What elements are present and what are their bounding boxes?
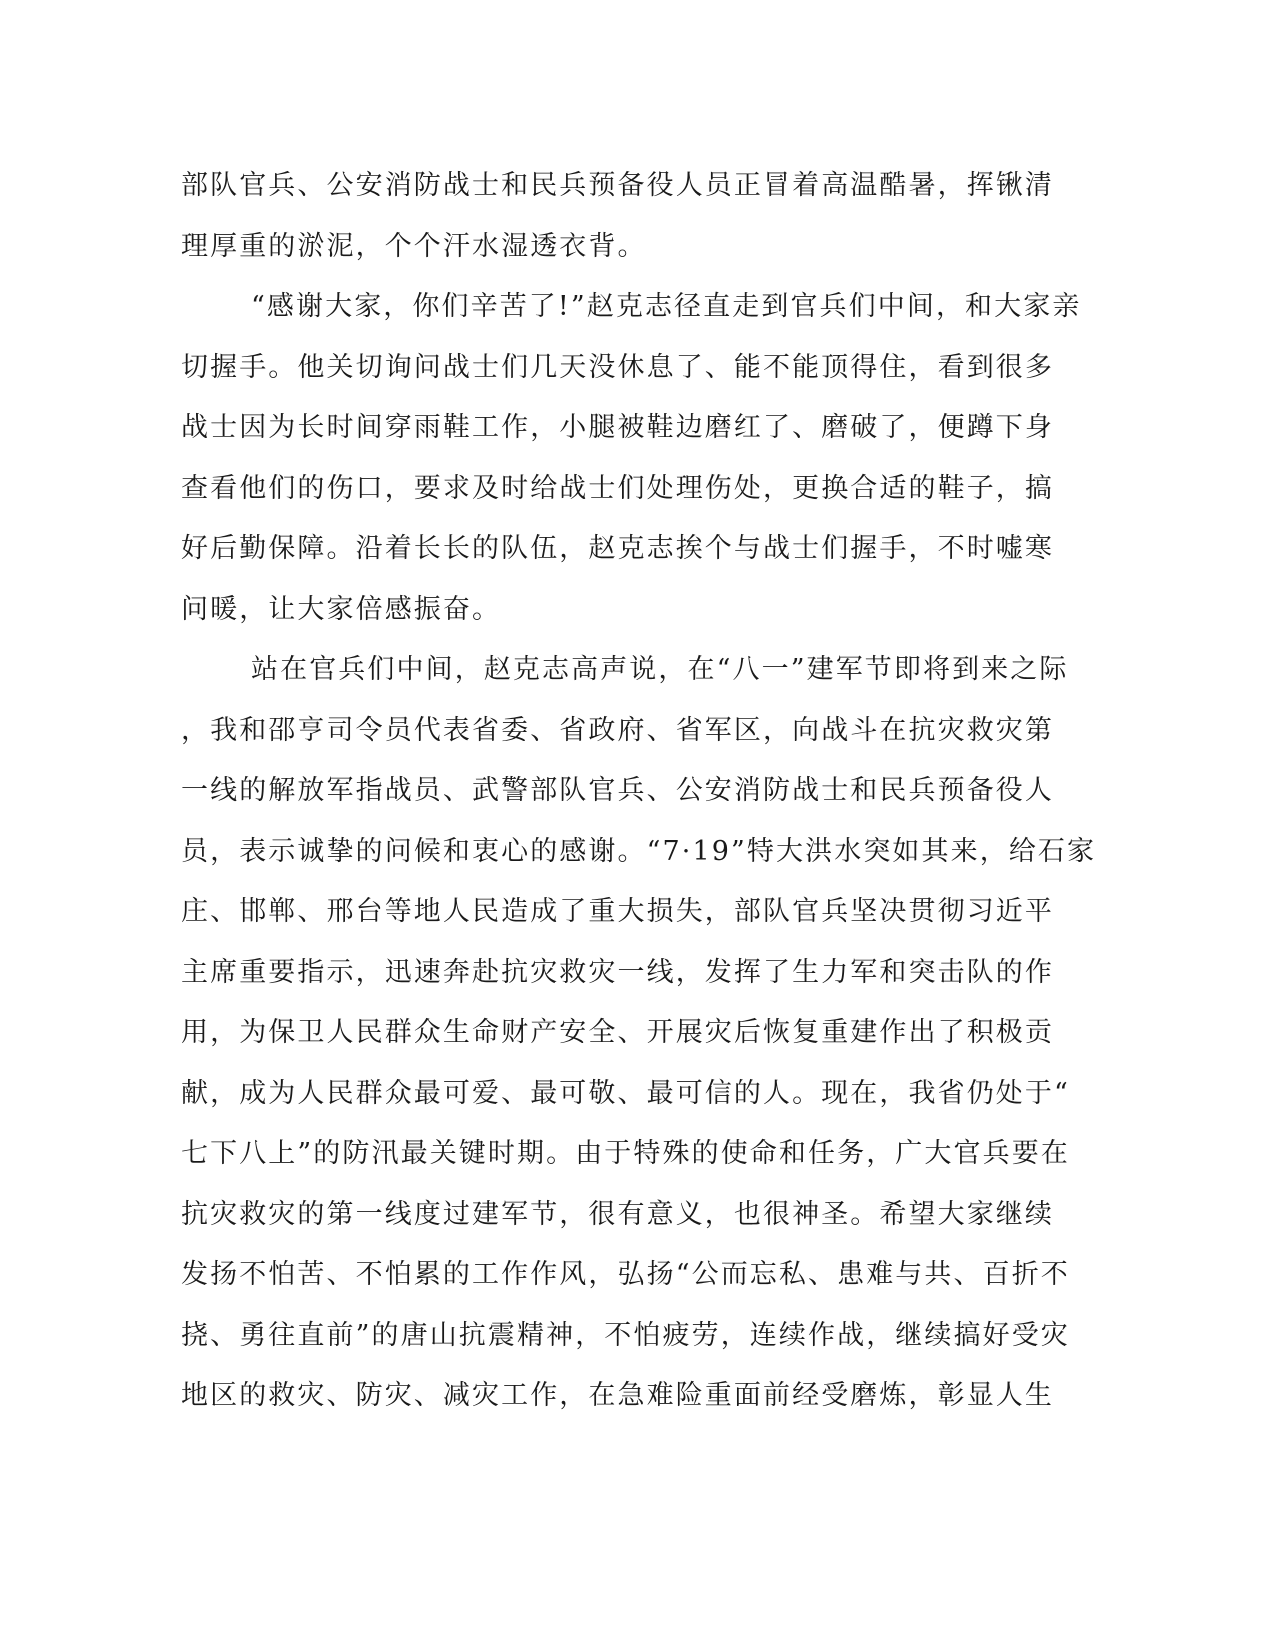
- text-line: 一线的解放军指战员、武警部队官兵、公安消防战士和民兵预备役人: [181, 775, 1054, 806]
- text-line: 主席重要指示，迅速奔赴抗灾救灾一线，发挥了生力军和突击队的作: [181, 956, 1054, 988]
- text-line: 挠、勇往直前”的唐山抗震精神，不怕疲劳，连续作战，继续搞好受灾: [181, 1319, 1070, 1351]
- text-line: 庄、邯郸、邢台等地人民造成了重大损失，部队官兵坚决贯彻习近平: [181, 896, 1054, 927]
- text-line: 七下八上”的防汛最关键时期。由于特殊的使命和任务，广大官兵要在: [181, 1138, 1070, 1169]
- text-line: 切握手。他关切询问战士们几天没休息了、能不能顶得住，看到很多: [181, 351, 1054, 383]
- text-line: 理厚重的淤泥，个个汗水湿透衣背。: [181, 230, 647, 262]
- text-line: 用，为保卫人民群众生命财产安全、开展灾后恢复重建作出了积极贡: [181, 1017, 1054, 1048]
- body-text: [181, 156, 1097, 1427]
- text-line: 地区的救灾、防灾、减灾工作，在急难险重面前经受磨炼，彰显人生: [181, 1380, 1054, 1411]
- text-line: 问暖，让大家倍感振奋。: [181, 593, 502, 625]
- text-line: 战士因为长时间穿雨鞋工作，小腿被鞋边磨红了、磨破了，便蹲下身: [181, 412, 1054, 443]
- text-line: 抗灾救灾的第一线度过建军节，很有意义，也很神圣。希望大家继续: [181, 1198, 1054, 1230]
- text-line: “感谢大家，你们辛苦了!”赵克志径直走到官兵们中间，和大家亲: [251, 291, 1082, 322]
- text-line: 员，表示诚挚的问候和衷心的感谢。“7·19”特大洪水突如其来，给石家: [181, 835, 1097, 867]
- text-line: 查看他们的伤口，要求及时给战士们处理伤处，更换合适的鞋子，搞: [181, 472, 1054, 504]
- text-line: 献，成为人民群众最可爱、最可敬、最可信的人。现在，我省仍处于“: [181, 1077, 1070, 1109]
- text-line: 站在官兵们中间，赵克志高声说，在“八一”建军节即将到来之际: [251, 654, 1069, 685]
- text-line: 发扬不怕苦、不怕累的工作作风，弘扬“公而忘私、患难与共、百折不: [181, 1259, 1070, 1290]
- text-line: 好后勤保障。沿着长长的队伍，赵克志挨个与战士们握手，不时嘘寒: [181, 533, 1054, 564]
- text-line: ，我和邵亨司令员代表省委、省政府、省军区，向战斗在抗灾救灾第: [181, 714, 1054, 746]
- text-line: 部队官兵、公安消防战士和民兵预备役人员正冒着高温酷暑，挥锹清: [181, 170, 1054, 201]
